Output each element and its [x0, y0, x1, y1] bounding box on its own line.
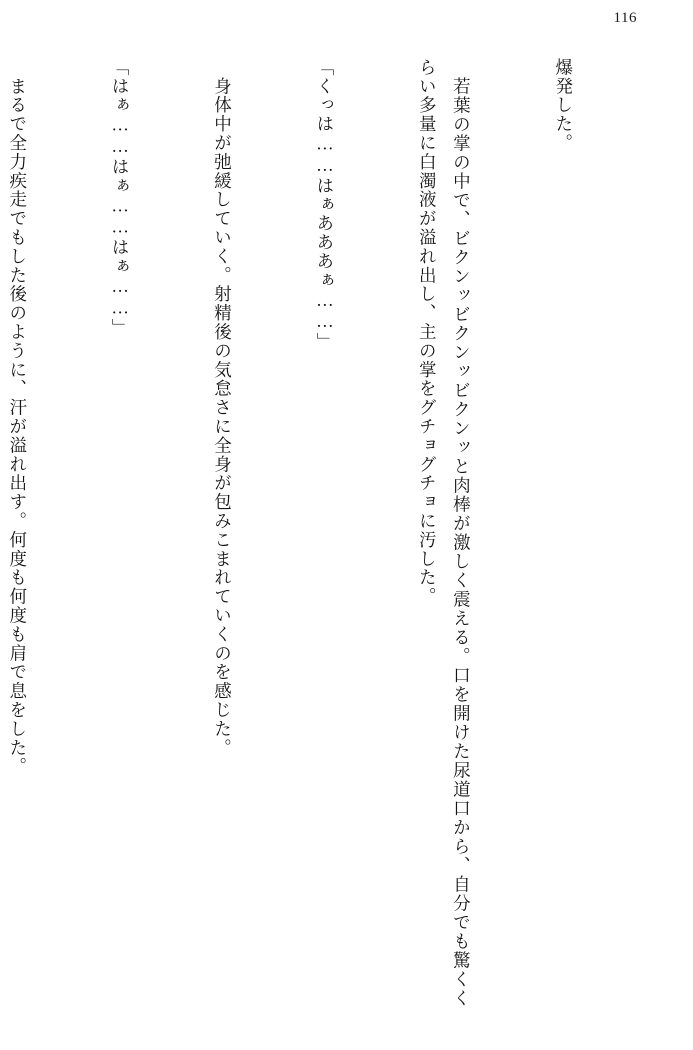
paragraph: まるで全力疾走でもした後のように、汗が溢れ出す。何度も何度も肩で息をした。 — [7, 58, 28, 777]
paragraph: 若葉の掌の中で、ビクンッビクンッビクンッと肉棒が激しく震える。口を開けた尿道口から、自分でも驚くくらい多量に白濁液が溢れ出し、主の掌をグチョグチョに汚した。 — [417, 58, 472, 1008]
paragraph: 爆発した。 — [553, 58, 574, 153]
paragraph: 「くっは……はぁあああぁ……」 — [314, 58, 335, 352]
page-body-text — [7, 58, 649, 1008]
page-number: 116 — [613, 10, 637, 26]
paragraph: 身体中が弛緩していく。射精後の気怠さに全身が包みこまれていくのを感じた。 — [212, 58, 233, 758]
paragraph: 「はぁ……はぁ……はぁ……」 — [110, 58, 131, 338]
